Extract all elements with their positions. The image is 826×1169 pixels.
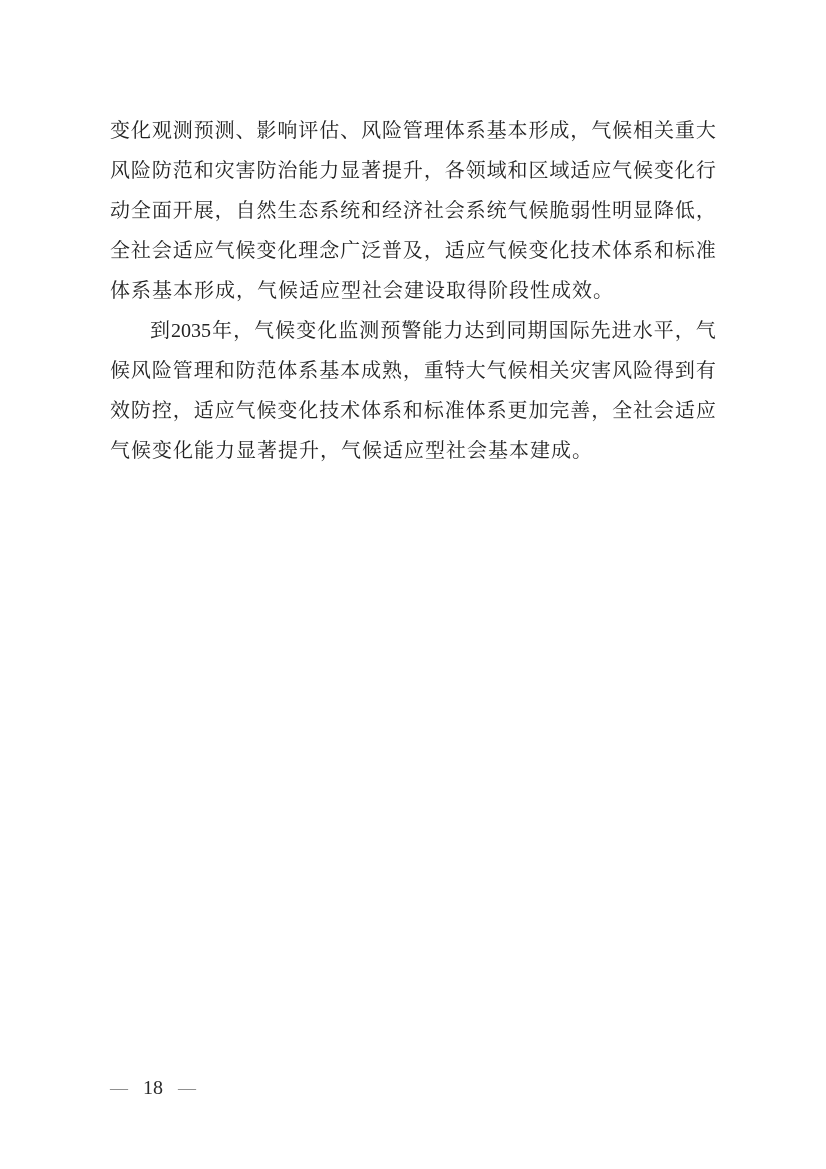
page-number: 18 <box>143 1077 163 1099</box>
text-line-p1-l5: 体系基本形成，气候适应型社会建设取得阶段性成效。 <box>110 280 614 302</box>
footer-dash-left: — <box>110 1078 128 1098</box>
footer-dash-right: — <box>178 1078 196 1098</box>
text-line-p2-l1: 到 2035 年 ， 气 候 变 化 监 测 预 警 能 力 达 到 同 期 国 际 先 进 水 平 ， 气 <box>150 320 716 342</box>
text-line-p2-l4: 气候变化能力显著提升，气候适应型社会基本建成。 <box>110 440 593 462</box>
text-line-p1-l4: 全 社 会 适 应 气 候 变 化 理 念 广 泛 普 及 ， 适 应 气 候 变 化 技 术 体 系 和 标 准 <box>110 240 716 262</box>
text-line-p1-l3: 动 全 面 开 展 ， 自 然 生 态 系 统 和 经 济 社 会 系 统 气 候 脆 弱 性 明 显 降 低 ， <box>110 200 716 222</box>
text-line-p1-l2: 风 险 防 范 和 灾 害 防 治 能 力 显 著 提 升 ， 各 领 域 和 区 域 适 应 气 候 变 化 行 <box>110 160 716 182</box>
text-line-p2-l2: 候 风 险 管 理 和 防 范 体 系 基 本 成 熟 ， 重 特 大 气 候 相 关 灾 害 风 险 得 到 有 <box>110 360 716 382</box>
text-line-p2-l3: 效 防 控 ， 适 应 气 候 变 化 技 术 体 系 和 标 准 体 系 更 加 完 善 ， 全 社 会 适 应 <box>110 400 716 422</box>
page-footer <box>110 1077 196 1099</box>
body-text <box>110 111 716 471</box>
text-line-p1-l1: 变 化 观 测 预 测 、 影 响 评 估 、 风 险 管 理 体 系 基 本 形 成 ， 气 候 相 关 重 大 <box>110 120 716 142</box>
